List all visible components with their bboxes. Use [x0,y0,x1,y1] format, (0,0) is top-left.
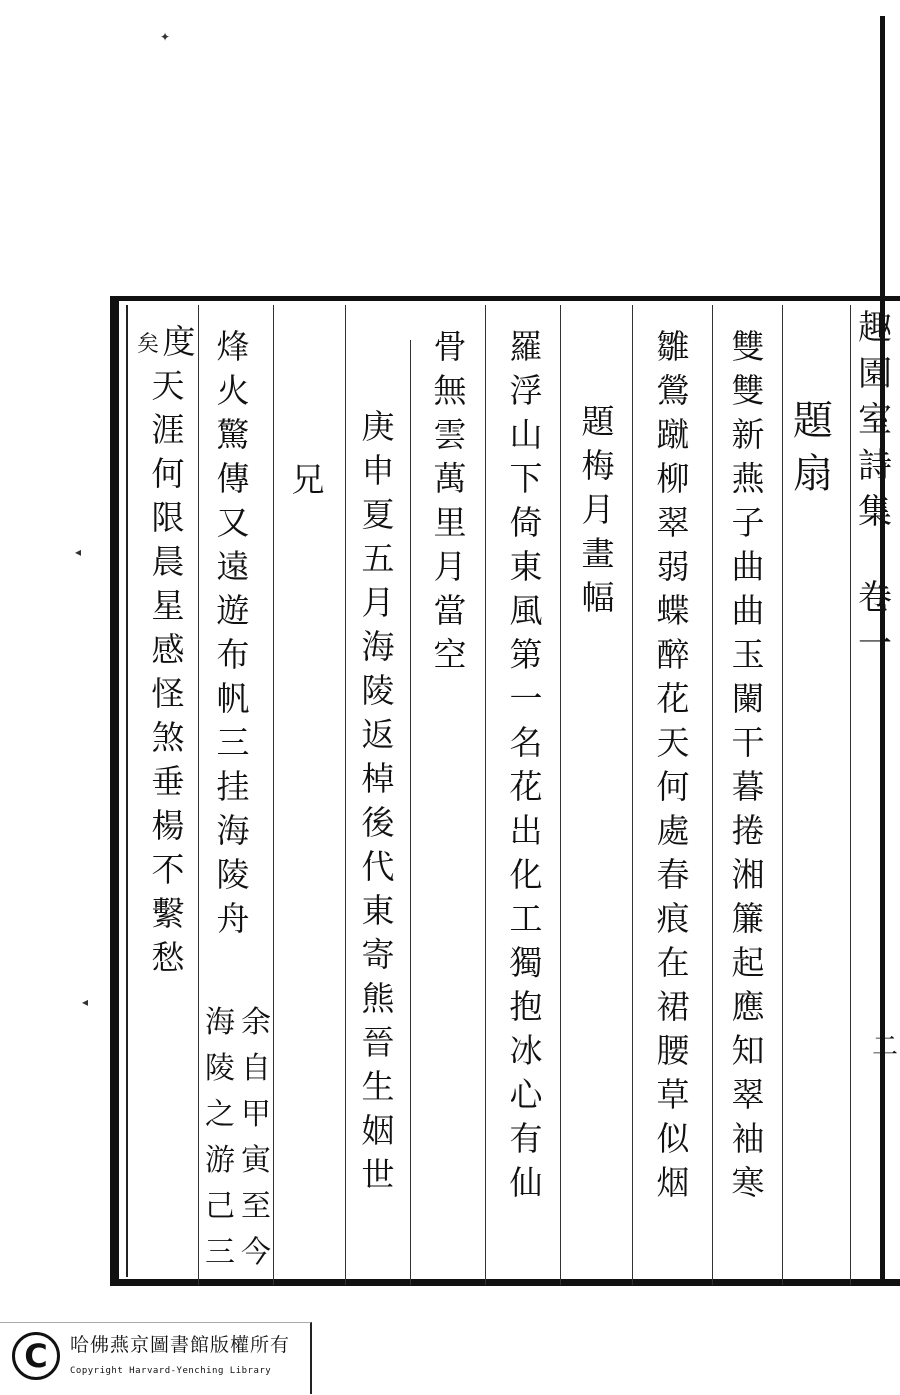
char: 陵 [361,671,395,710]
char: 何 [151,454,185,493]
char: 蹴 [656,415,690,454]
char: 月 [581,490,615,529]
char: 何 [656,767,690,806]
char: 帆 [216,679,250,718]
char: 暮 [731,767,765,806]
char: 度 [162,322,196,361]
char: 游 [205,1143,235,1178]
column-rule [850,305,851,1285]
char: 天 [151,366,185,405]
char: 應 [731,987,765,1026]
copyright-icon: C [12,1332,60,1380]
char: 矣 [136,332,159,357]
book-title-char: 室 [858,400,892,440]
char: 處 [656,811,690,850]
char: 春 [656,855,690,894]
char: 垂 [151,762,185,801]
char: 骨 [433,327,467,366]
char: 心 [509,1075,543,1114]
page-number: 二 [872,1032,899,1062]
char: 怪 [151,674,185,713]
copyright-stamp [0,1322,312,1395]
char: 星 [151,586,185,625]
char: 花 [509,767,543,806]
char: 舟 [216,899,250,938]
char: 又 [216,503,250,542]
column-rule [560,305,561,1285]
char: 東 [361,891,395,930]
char: 雙 [731,371,765,410]
char: 余 [241,1005,271,1040]
char: 挂 [216,767,250,806]
char: 東 [509,547,543,586]
char: 海 [361,627,395,666]
char: 題 [793,398,833,444]
char: 倚 [509,503,543,542]
char: 天 [656,723,690,762]
char: 捲 [731,811,765,850]
char: 翠 [731,1075,765,1114]
column-rule [782,305,783,1285]
char: 己 [205,1189,235,1224]
char: 自 [241,1051,271,1086]
char: 起 [731,943,765,982]
char: 幅 [581,578,615,617]
copyright-chinese: 哈佛燕京圖書館版權所有 [70,1334,291,1356]
char: 第 [509,635,543,674]
char: 闌 [731,679,765,718]
char: 花 [656,679,690,718]
char: 湘 [731,855,765,894]
char: 代 [361,847,395,886]
char: 棹 [361,759,395,798]
column-rule [198,305,199,1285]
book-title-char: 趣 [858,308,892,348]
column-rule [485,305,486,1285]
char: 夏 [361,495,395,534]
char: 遠 [216,547,250,586]
char: 生 [361,1067,395,1106]
char: 感 [151,630,185,669]
char: 山 [509,415,543,454]
char: 仙 [509,1163,543,1202]
char: 冰 [509,1031,543,1070]
char: 萬 [433,459,467,498]
column-rule [632,305,633,1285]
column-poem-line [498,325,554,1205]
book-title-char: 園 [858,354,892,394]
book-title-char: 詩 [858,446,892,486]
char: 抱 [509,987,543,1026]
char: 繫 [151,894,185,933]
char: 煞 [151,718,185,757]
char: 火 [216,371,250,410]
char: 扇 [793,451,833,497]
ink-speck: ◂ [82,995,89,1009]
inner-border-line [126,305,128,1277]
char: 海 [216,811,250,850]
char: 曲 [731,591,765,630]
column-rule [410,340,411,1285]
char: 干 [731,723,765,762]
column-title-plum [570,400,626,620]
char: 風 [509,591,543,630]
char: 題 [581,402,615,441]
char: 裙 [656,987,690,1026]
char: 里 [433,503,467,542]
char: 玉 [731,635,765,674]
column-brother [280,458,336,502]
char: 今 [241,1235,271,1270]
char: 燕 [731,459,765,498]
char: 甲 [241,1097,271,1132]
char: 熊 [361,979,395,1018]
char: 雛 [656,327,690,366]
char: 下 [509,459,543,498]
char: 浮 [509,371,543,410]
volume-char: 卷 [858,578,892,618]
char: 弱 [656,547,690,586]
char: 畫 [581,534,615,573]
char: 腰 [656,1031,690,1070]
copyright-english: Copyright Harvard-Yenching Library [70,1366,272,1376]
annotation-right [238,1000,274,1276]
char: 世 [361,1155,395,1194]
volume-char: 一 [858,624,892,664]
char: 限 [151,498,185,537]
char: 出 [509,811,543,850]
char: 庚 [361,407,395,446]
char: 袖 [731,1119,765,1158]
char: 一 [509,679,543,718]
char: 工 [509,899,543,938]
char: 涯 [151,410,185,449]
char: 新 [731,415,765,454]
char: 翠 [656,503,690,542]
char: 陵 [205,1051,235,1086]
column-poem-preface [350,405,406,1197]
annotation-left [202,1000,238,1276]
char: 兄 [291,460,325,499]
column-rule [712,305,713,1285]
char: 曲 [731,547,765,586]
char: 不 [151,850,185,889]
char: 返 [361,715,395,754]
char: 鶯 [656,371,690,410]
book-header [858,305,892,667]
char: 草 [656,1075,690,1114]
char: 蝶 [656,591,690,630]
char: 知 [731,1031,765,1070]
column-rule [345,305,346,1285]
char: 烽 [216,327,250,366]
char: 烟 [656,1163,690,1202]
char: 子 [731,503,765,542]
book-title-char: 集 [858,492,892,532]
char: 獨 [509,943,543,982]
char: 申 [361,451,395,490]
char: 簾 [731,899,765,938]
char: 五 [361,539,395,578]
char: 後 [361,803,395,842]
char: 在 [656,943,690,982]
char: 當 [433,591,467,630]
char: 晨 [151,542,185,581]
column-prefix [130,322,166,368]
column-poem-line [645,325,701,1205]
char: 化 [509,855,543,894]
char: 名 [509,723,543,762]
char: 布 [216,635,250,674]
char: 陵 [216,855,250,894]
column-poem-line [720,325,776,1205]
char: 三 [205,1235,235,1270]
char: 痕 [656,899,690,938]
char: 愁 [151,938,185,977]
char: 月 [361,583,395,622]
column-poem-line [422,325,478,677]
char: 至 [241,1189,271,1224]
char: 雙 [731,327,765,366]
char: 姻 [361,1111,395,1150]
char: 海 [205,1005,235,1040]
column-title-fan [785,395,841,501]
char: 雲 [433,415,467,454]
char: 寄 [361,935,395,974]
char: 驚 [216,415,250,454]
ink-speck: ◂ [75,545,82,559]
column-poem-line [205,325,261,941]
char: 無 [433,371,467,410]
char: 三 [216,723,250,762]
char: 月 [433,547,467,586]
char: 醉 [656,635,690,674]
char: 似 [656,1119,690,1158]
char: 柳 [656,459,690,498]
char: 有 [509,1119,543,1158]
char: 梅 [581,446,615,485]
char: 寅 [241,1143,271,1178]
char: 空 [433,635,467,674]
column-poem-line [140,320,196,980]
char: 之 [205,1097,235,1132]
char: 遊 [216,591,250,630]
char: 晉 [361,1023,395,1062]
char: 傳 [216,459,250,498]
char: 楊 [151,806,185,845]
char: 寒 [731,1163,765,1202]
char: 羅 [509,327,543,366]
ink-speck: ✦ [160,30,171,44]
